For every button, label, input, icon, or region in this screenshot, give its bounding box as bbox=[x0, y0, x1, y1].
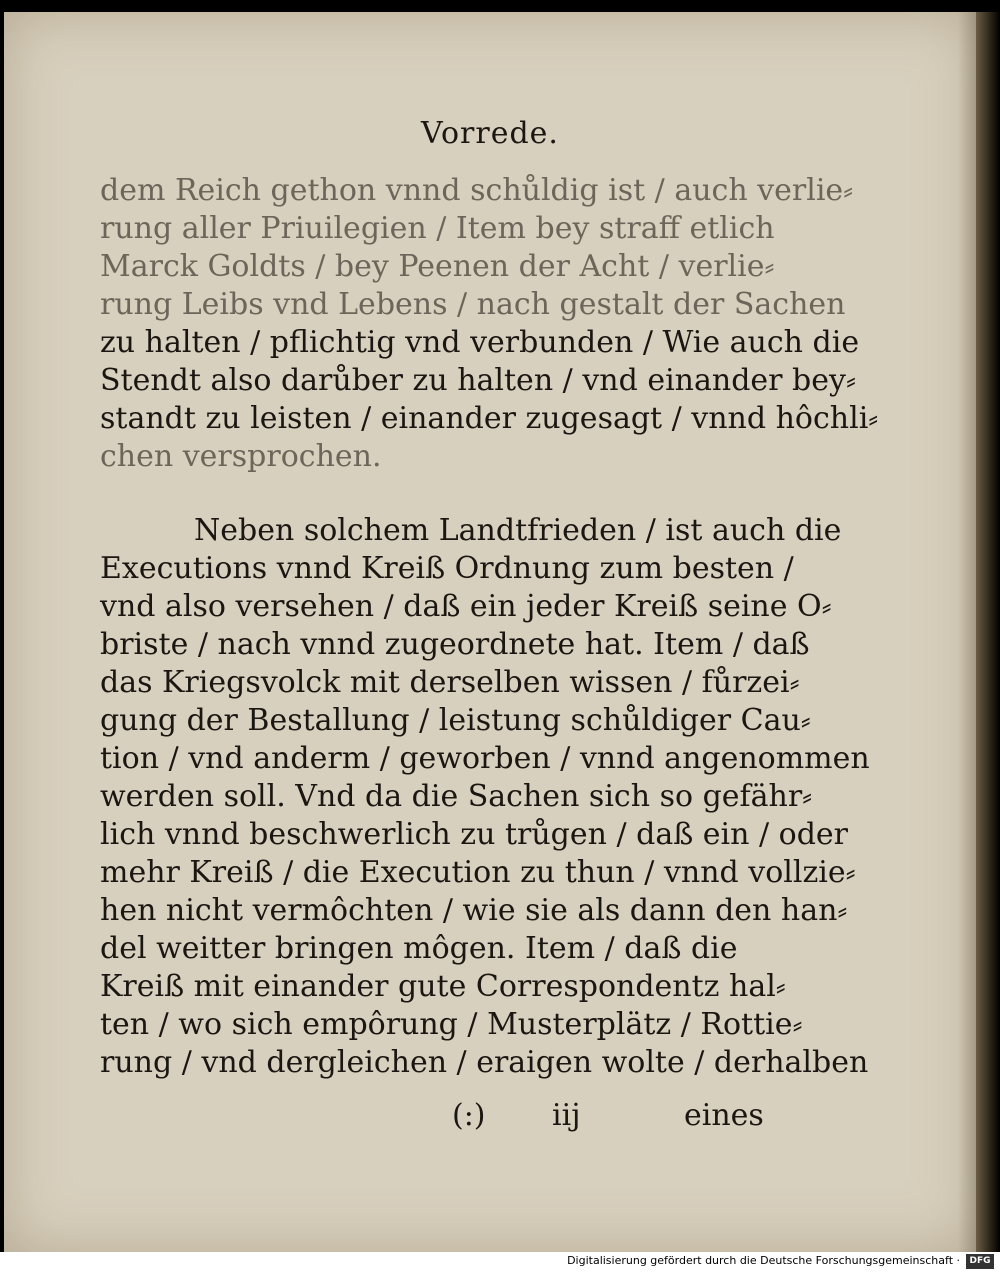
text-line: Executions vnnd Kreiß Ordnung zum besten / bbox=[100, 551, 794, 586]
dfg-logo-icon: DFG bbox=[966, 1254, 994, 1269]
signature-mark: (:) bbox=[452, 1098, 486, 1133]
text-line: werden soll. Vnd da die Sachen sich so gefähr⸗ bbox=[100, 779, 813, 814]
page-header: Vorrede. bbox=[421, 116, 559, 151]
text-line: tion / vnd anderm / geworben / vnnd angenommen bbox=[100, 741, 870, 776]
text-line: rung / vnd dergleichen / eraigen wolte / derhalben bbox=[100, 1045, 869, 1080]
text-line: ten / wo sich empôrung / Musterplätz / Rottie⸗ bbox=[100, 1007, 803, 1042]
text-line: dem Reich gethon vnnd schůldig ist / auch verlie⸗ bbox=[100, 173, 854, 208]
text-line: zu halten / pflichtig vnd verbunden / Wie auch die bbox=[100, 325, 860, 360]
signature-number: iij bbox=[552, 1098, 581, 1133]
text-line: standt zu leisten / einander zugesagt / vnnd hôchli⸗ bbox=[100, 401, 879, 436]
footer-bar bbox=[0, 1252, 1000, 1273]
text-line: briste / nach vnnd zugeordnete hat. Item / daß bbox=[100, 627, 810, 662]
text-line: gung der Bestallung / leistung schůldiger Cau⸗ bbox=[100, 703, 811, 738]
text-line: Kreiß mit einander gute Correspondentz hal⸗ bbox=[100, 969, 786, 1004]
book-page bbox=[4, 12, 976, 1252]
footer-credit: Digitalisierung gefördert durch die Deutsche Forschungsgemeinschaft · bbox=[567, 1254, 960, 1267]
text-line: hen nicht vermôchten / wie sie als dann den han⸗ bbox=[100, 893, 848, 928]
text-line: vnd also versehen / daß ein jeder Kreiß seine O⸗ bbox=[100, 589, 832, 624]
text-line: Stendt also darůber zu halten / vnd einander bey⸗ bbox=[100, 363, 856, 398]
text-line: del weitter bringen môgen. Item / daß die bbox=[100, 931, 738, 966]
catchword: eines bbox=[684, 1098, 764, 1133]
text-line: Neben solchem Landtfrieden / ist auch die bbox=[194, 513, 842, 548]
text-line: rung aller Priuilegien / Item bey straff etlich bbox=[100, 211, 775, 246]
text-line: chen versprochen. bbox=[100, 439, 382, 474]
page-edge bbox=[976, 12, 1000, 1252]
text-line: mehr Kreiß / die Execution zu thun / vnnd vollzie⸗ bbox=[100, 855, 856, 890]
text-line: Marck Goldts / bey Peenen der Acht / verlie⸗ bbox=[100, 249, 775, 284]
text-line: das Kriegsvolck mit derselben wissen / fůrzei⸗ bbox=[100, 665, 800, 700]
text-line: lich vnnd beschwerlich zu trůgen / daß ein / oder bbox=[100, 817, 848, 852]
text-line: rung Leibs vnd Lebens / nach gestalt der Sachen bbox=[100, 287, 846, 322]
